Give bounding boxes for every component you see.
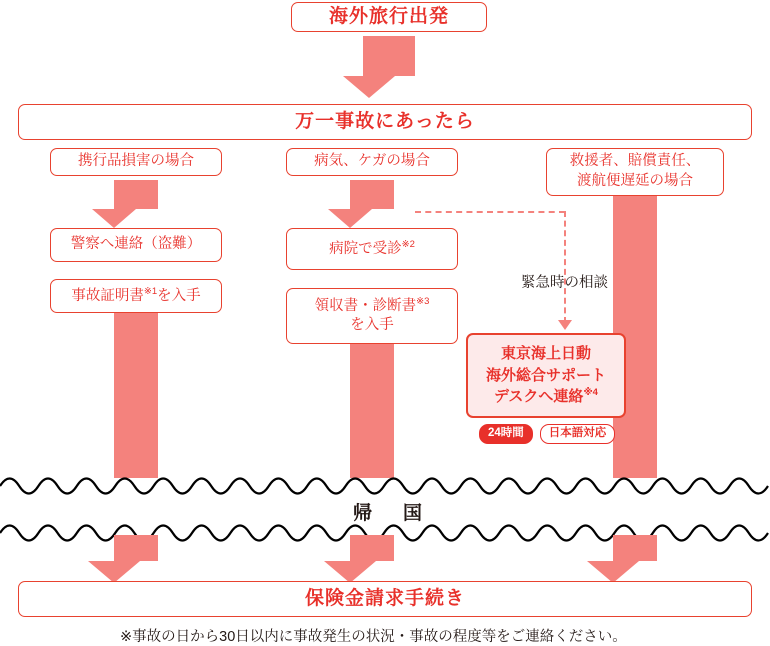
arrow-start-to-incident bbox=[343, 36, 435, 98]
incident-header-label: 万一事故にあったら bbox=[295, 111, 475, 133]
branch-illness-header bbox=[286, 148, 458, 176]
branch-illness-step2 bbox=[286, 288, 458, 344]
claim-procedure-label: 保険金請求手続き bbox=[304, 588, 465, 610]
support-desk-line3-sup: ※4 bbox=[583, 387, 598, 399]
arrow-baggage-1 bbox=[92, 180, 180, 228]
branch-illness-header-label: 病気、ケガの場合 bbox=[314, 153, 430, 170]
arrow-illness-long-shaft bbox=[350, 344, 394, 478]
branch-baggage-step2 bbox=[50, 279, 222, 313]
support-desk-line2: 海外総合サポート bbox=[485, 366, 606, 384]
arrow-rescue-to-claim bbox=[587, 535, 683, 583]
branch-rescue-header-line1: 救援者、賠償責任、 bbox=[569, 153, 701, 170]
branch-illness-step1-sup: ※2 bbox=[401, 238, 415, 250]
branch-rescue-header-line2: 渡航便遅延の場合 bbox=[577, 173, 693, 189]
branch-illness-step1-label bbox=[329, 239, 415, 259]
support-desk-box bbox=[466, 333, 626, 418]
branch-baggage-step2-label bbox=[71, 286, 200, 306]
branch-baggage-header bbox=[50, 148, 222, 176]
branch-baggage-step2-tail: を入手 bbox=[157, 287, 201, 304]
branch-baggage-step1 bbox=[50, 228, 222, 262]
branch-baggage-header-label: 携行品損害の場合 bbox=[78, 153, 194, 170]
dashed-connector-arrowhead bbox=[558, 320, 572, 330]
badge-24h: 24時間 bbox=[479, 424, 533, 444]
claim-procedure-box bbox=[18, 581, 752, 617]
incident-header-box bbox=[18, 104, 752, 140]
arrow-illness-to-claim bbox=[324, 535, 420, 583]
support-desk-badges bbox=[479, 424, 615, 444]
arrow-baggage-to-claim bbox=[88, 535, 184, 583]
start-box-label: 海外旅行出発 bbox=[328, 6, 449, 28]
branch-baggage-step2-sup: ※1 bbox=[143, 285, 158, 297]
wave-line-top bbox=[0, 466, 770, 496]
badge-japanese: 日本語対応 bbox=[540, 424, 616, 444]
return-home-label: 帰 国 bbox=[353, 503, 429, 524]
arrow-illness-1 bbox=[328, 180, 416, 228]
branch-rescue-header bbox=[546, 148, 724, 196]
branch-illness-step2-line2: を入手 bbox=[350, 317, 394, 334]
dashed-connector-horizontal bbox=[415, 211, 565, 213]
support-desk-line3 bbox=[494, 386, 598, 408]
arrow-baggage-long-shaft bbox=[114, 313, 158, 478]
branch-illness-step2-line1 bbox=[315, 296, 430, 316]
branch-illness-step2-main: 領収書・診断書 bbox=[314, 297, 417, 314]
branch-baggage-step2-main: 事故証明書 bbox=[71, 287, 144, 304]
start-box bbox=[291, 2, 487, 32]
branch-illness-step1 bbox=[286, 228, 458, 270]
dashed-connector-vertical bbox=[564, 211, 566, 323]
branch-illness-step2-sup: ※3 bbox=[416, 296, 430, 308]
support-desk-line3-main: デスクへ連絡 bbox=[494, 388, 584, 406]
support-desk-line1: 東京海上日動 bbox=[500, 344, 591, 362]
branch-baggage-step1-label: 警察へ連絡（盗難） bbox=[70, 236, 202, 253]
emergency-consult-label: 緊急時の相談 bbox=[521, 275, 608, 291]
branch-illness-step1-main: 病院で受診 bbox=[329, 240, 402, 257]
footnote: ※事故の日から30日以内に事故発生の状況・事故の程度等をご連絡ください。 bbox=[120, 629, 627, 645]
